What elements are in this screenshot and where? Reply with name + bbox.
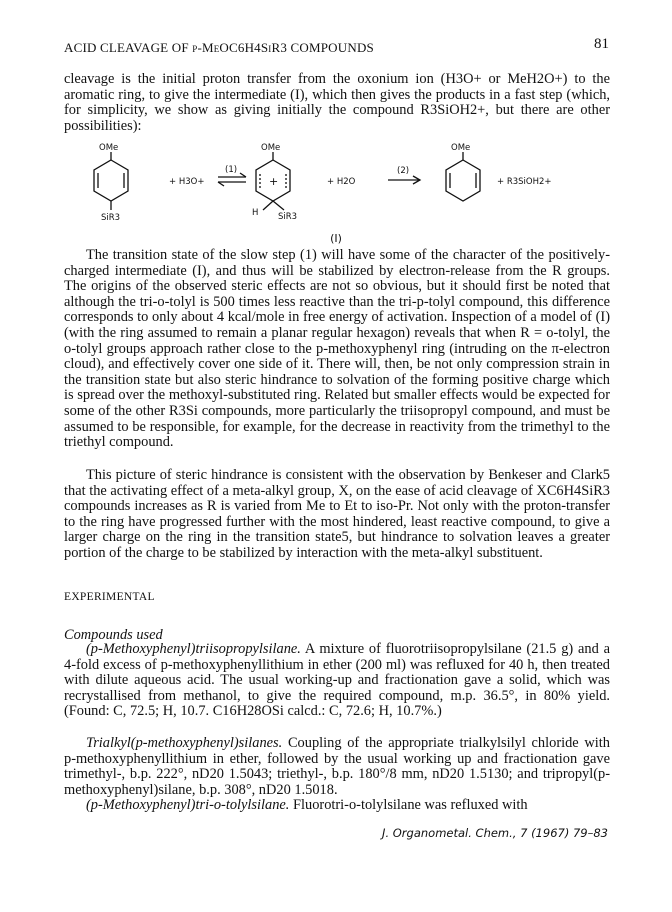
label-step-1: (1) <box>225 165 238 175</box>
paragraph-steric-hindrance: This picture of steric hindrance is consistent with the observation by Benkeser and Clark5 that the activating effect of a meta-alkyl group, X, on the ease of acid cleavage of XC6H4SiR3 compounds increases as R is varied from Me to Et to iso-Pr. Not only with the proton-transfer to the ring have progressed further with the most hindered, least reactive compound, to give a larger charge on the ring in the transition state5, but hindrance to solvation leaves a greater portion of the charge to be stabilized by interaction with the meta-alkyl substituent. <box>64 467 610 561</box>
paragraph-transition-state: The transition state of the slow step (1) will have some of the character of the positively-charged intermediate (I), and thus will be stabilized by electron-release from the R groups. The origins of the observed steric effects are not so obvious, but it should first be noted that although the tri-o-tolyl is 500 times less reactive than the tri-p-tolyl compound, this difference corresponds to only about 4 kcal/mole in free energy of activation. Inspection of a model of (I) (with the ring assumed to remain a planar regular hexagon) reveals that when R = o-tolyl, the o-tolyl groups approach rather close to the p-methoxyphenyl ring (intruding on the π-electron cloud), and effectively cover one side of it. There will, then, be not only compression strain in the transition state but also steric hindrance to solvation of the forming positive charge which is spread over the methoxyl-substituted ring. Related but smaller effects would be expected for some of the other R3Si compounds, more particularly the triisopropyl compound, and must be assumed to be responsible, for example, for the decrease in reactivity from the trimethyl to the triethyl compound. <box>64 247 610 451</box>
label-ome-right: OMe <box>451 143 471 153</box>
label-sir3-left: SiR3 <box>101 213 121 223</box>
paragraph-triisopropyl <box>64 642 610 720</box>
compound-name: (p-Methoxyphenyl)tri-o-tolylsilane. <box>86 797 290 813</box>
paragraph-trialkyl <box>64 736 610 798</box>
journal-citation: J. Organometal. Chem., 7 (1967) 79–83 <box>382 826 608 840</box>
subsection-heading: Compounds used <box>64 627 163 643</box>
paragraph-tri-o-tolyl <box>64 798 610 814</box>
paragraph-text: Fluorotri-o-tolylsilane was refluxed with <box>289 797 528 813</box>
page-number: 81 <box>594 36 609 52</box>
paragraph-text: Coupling of the appropriate trialkylsilyl chloride with p-methoxyphenyllithium in ether, followed by the usual working up and fractionation gave trimethyl-, b.p. 222°, nD20 1.5043; triethyl-, b.p. 180°/8 mm, nD20 1.5130; and tripropyl(p-methoxyphenyl)silane, b.p. 308°, nD20 1.5018. <box>64 735 610 798</box>
section-heading: EXPERIMENTAL <box>64 591 155 603</box>
label-reagent-h3o: + H3O+ <box>169 177 205 187</box>
reaction-scheme <box>70 140 610 245</box>
scheme-caption: (I) <box>330 232 342 245</box>
label-sir3-mid: SiR3 <box>278 212 298 222</box>
compound-name: (p-Methoxyphenyl)triisopropylsilane. <box>86 641 301 657</box>
benzene-ring-left <box>94 160 128 201</box>
page-header <box>64 36 609 58</box>
label-ome-left: OMe <box>99 143 119 153</box>
paragraph-text: A mixture of fluorotriisopropylsilane (21.5 g) and a 4-fold excess of p-methoxyphenyllithium in ether (200 ml) was refluxed for 40 h, then treated with dilute aqueous acid. The usual working-up and fractionation gave a solid, which was recrystallised from methanol, to give the required compound, m.p. 36.5°, in 80% yield. (Found: C, 72.5; H, 10.7. C16H28OSi calcd.: C, 72.6; H, 10.7%.) <box>64 641 610 720</box>
label-ome-mid: OMe <box>261 143 281 153</box>
label-product: + R3SiOH2+ <box>497 177 552 187</box>
label-reagent-h2o: + H2O <box>327 177 356 187</box>
label-plus-center: + <box>269 175 279 188</box>
benzene-ring-right <box>446 160 480 201</box>
label-h: H <box>252 208 259 218</box>
label-step-2: (2) <box>397 166 410 176</box>
compound-name: Trialkyl(p-methoxyphenyl)silanes. <box>86 735 283 751</box>
running-title: ACID CLEAVAGE OF p-MeOC6H4SiR3 COMPOUNDS <box>64 40 374 55</box>
paragraph-intro: cleavage is the initial proton transfer from the oxonium ion (H3O+ or MeH2O+) to the aromatic ring, to give the intermediate (I), which then gives the products in a fast step (which, for simplicity, we show as giving initially the compound R3SiOH2+, but there are other possibilities): <box>64 71 610 134</box>
